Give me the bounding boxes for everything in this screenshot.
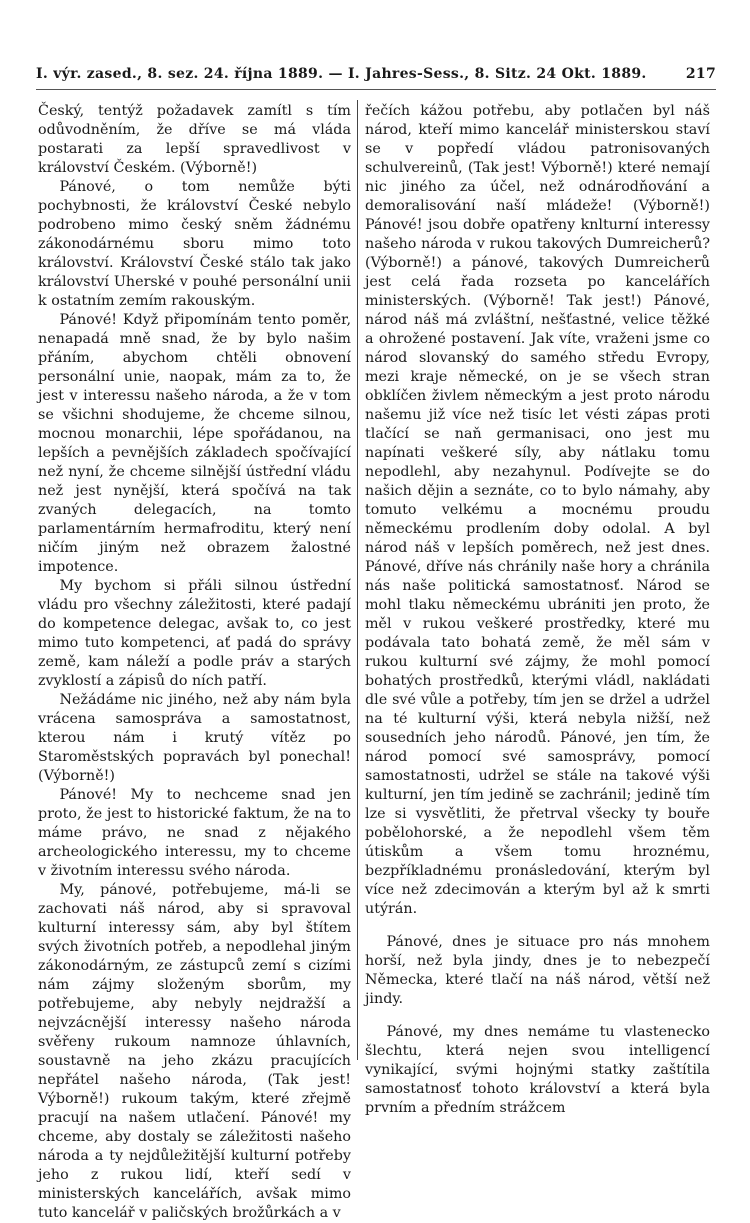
paragraph: Pánové, my dnes nemáme tu vlastenecko šlechtu, která nejen svou intelligencí vynikající, svými hojnými statky zaštítila samostatnosť tohoto království a která byla prvním a předním strážcem: [365, 1024, 710, 1116]
header-dash: —: [328, 66, 343, 82]
paragraph: Pánové, o tom nemůže býti pochybnosti, že království České nebylo podrobeno mimo český sněm žádnému zákonodárnému sboru mimo toto království. Království České stálo tak jako království Uherské v pouhé personální unii k ostatním zemím rakouským.: [38, 179, 351, 309]
header-german-text: I. Jahres-Sess., 8. Sitz. 24 Okt. 1889.: [347, 66, 647, 82]
paragraph: Nežádáme nic jiného, než aby nám byla vrácena samospráva a samostatnost, kterou nám i krutý vítěz po Staroměstských popravách byl ponechal! (Výborně!): [38, 692, 351, 784]
paragraph: řečích kážou potřebu, aby potlačen byl náš národ, kteří mimo kancelář ministerskou staví se v popředí vládou patronisovaných schulvereinů, (Tak jest! Výborně!) které nemají nic jiného za účel, než odnárodňování a demoralisování naší mládeže! (Výborně!) Pánové! jsou dobře opatřeny knlturní interessy našeho národa v rukou takových Dumreicherů? (Výborně!) a pánové, takových Dumreicherů jest celá řada rozseta po kancelářích ministerských. (Výborně! Tak jest!) Pánové, národ náš má zvláštní, nešťastné, velice těžké a ohrožené postavení. Jak víte, vraženi jsme co národ slovanský do samého středu Evropy, mezi kraje německé, on je se všech stran obklíčen živlem německým a jest proto národu našemu již více než tisíc let vésti zápas proti tlačící se naň germanisaci, ono jest mu napínati veškeré síly, aby nátlaku tomu nepodlehl, aby nezahynul. Podívejte se do našich dějin a seznáte, co to bylo námahy, aby tomuto velkému a mocnému proudu německému prodlením doby odolal. A byl národ náš v lepších poměrech, než jest dnes. Pánové, dříve nás chránily naše hory a chránila nás naše politická samostatnosť. Národ se mohl tlaku německému ubrániti jen proto, že měl v rukou veškeré prostředky, které mu podávala tato bohatá země, že měl sám v rukou kulturní své zájmy, že mohl pomocí bohatých prostředků, kterými vládl, nakládati dle své vůle a potřeby, tím jen se držel a udržel na té kulturní výši, která nebyla nižší, než sousedních jeho národů. Pánové, jen tím, že národ pomocí své samosprávy, pomocí samostatnosti, udržel se stále na takové výši kulturní, jen tím jedině se zachránil; jedině tím lze si vysvětliti, že přetrval všecky ty bouře pobělohorské, a že nepodlehl všem těm útiskům a všem tomu hroznému, bezpříkladnému pronásledování, kterým byl více než zdecimován a kterým byl až k smrti utýrán.: [365, 103, 710, 917]
paragraph: Pánové! Když připomínám tento poměr, nenapadá mně snad, že by bylo našim přáním, abychom chtěli obnovení personální unie, naopak, mám za to, že jest v interessu našeho národa, a že v tom se všichni shodujeme, že chceme silnou, mocnou monarchii, lépe spořádanou, na lepších a pevnějších základech spočívající než nyní, že chceme silnější ústřední vládu než jest nynější, která spočívá na tak zvaných delegacích, na tomto parlamentárním hermafroditu, který není ničím jiným než obrazem žalostné impotence.: [38, 312, 351, 575]
paragraph: Pánové! My to nechceme snad jen proto, že jest to historické faktum, že na to máme právo, ne snad z nějakého archeologického interessu, my to chceme v životním interessu svého národa.: [38, 787, 351, 879]
paragraph: My bychom si přáli silnou ústřední vládu pro všechny záležitosti, které padají do kompetence delegac, avšak to, co jest mimo tuto kompetenci, ať padá do správy země, kam náleží a podle práv a starých zvyklostí a zápisů do ních patří.: [38, 578, 351, 689]
column-divider: [357, 100, 358, 1060]
right-column: [365, 102, 710, 1118]
left-column: [38, 102, 351, 1223]
paragraph: My, pánové, potřebujeme, má-li se zachovati náš národ, aby si spravoval kulturní interessy sám, aby byl štítem svých životních potřeb, a nepodlehal jiným zákonodárným, ze zástupců zemí s cizími nám zájmy složeným sborům, my potřebujeme, aby nebyly nejdražší a nejvzácnější interessy našeho národa svěřeny rukoum namnoze úhlavních, soustavně na jeho zkázu pracujících nepřátel našeho národa, (Tak jest! Výborně!) rukoum takým, které zřejmě pracují na našem utlačení. Pánové! my chceme, aby dostaly se záležitosti našeho národa a ty nejdůležitější kulturní potřeby jeho z rukou lidí, kteří sedí v ministerských kancelářích, avšak mimo tuto kancelář v paličských brožůrkách a v: [38, 882, 351, 1221]
paragraph: Pánové, dnes je situace pro nás mnohem horší, než byla jindy, dnes je to nebezpečí Německa, které tlačí na náš národ, větší než jindy.: [365, 934, 710, 1007]
header-rule: [36, 89, 716, 90]
header-czech-text: I. výr. zased., 8. sez. 24. října 1889.: [36, 66, 324, 82]
paragraph: Český, tentýž požadavek zamítl s tím odůvodněním, že dříve se má vláda postarati za lepší spravedlivost v království Českém. (Výborně!): [38, 103, 351, 176]
page-number: 217: [685, 66, 716, 82]
header-czech: [36, 66, 647, 82]
running-header: [36, 66, 716, 82]
